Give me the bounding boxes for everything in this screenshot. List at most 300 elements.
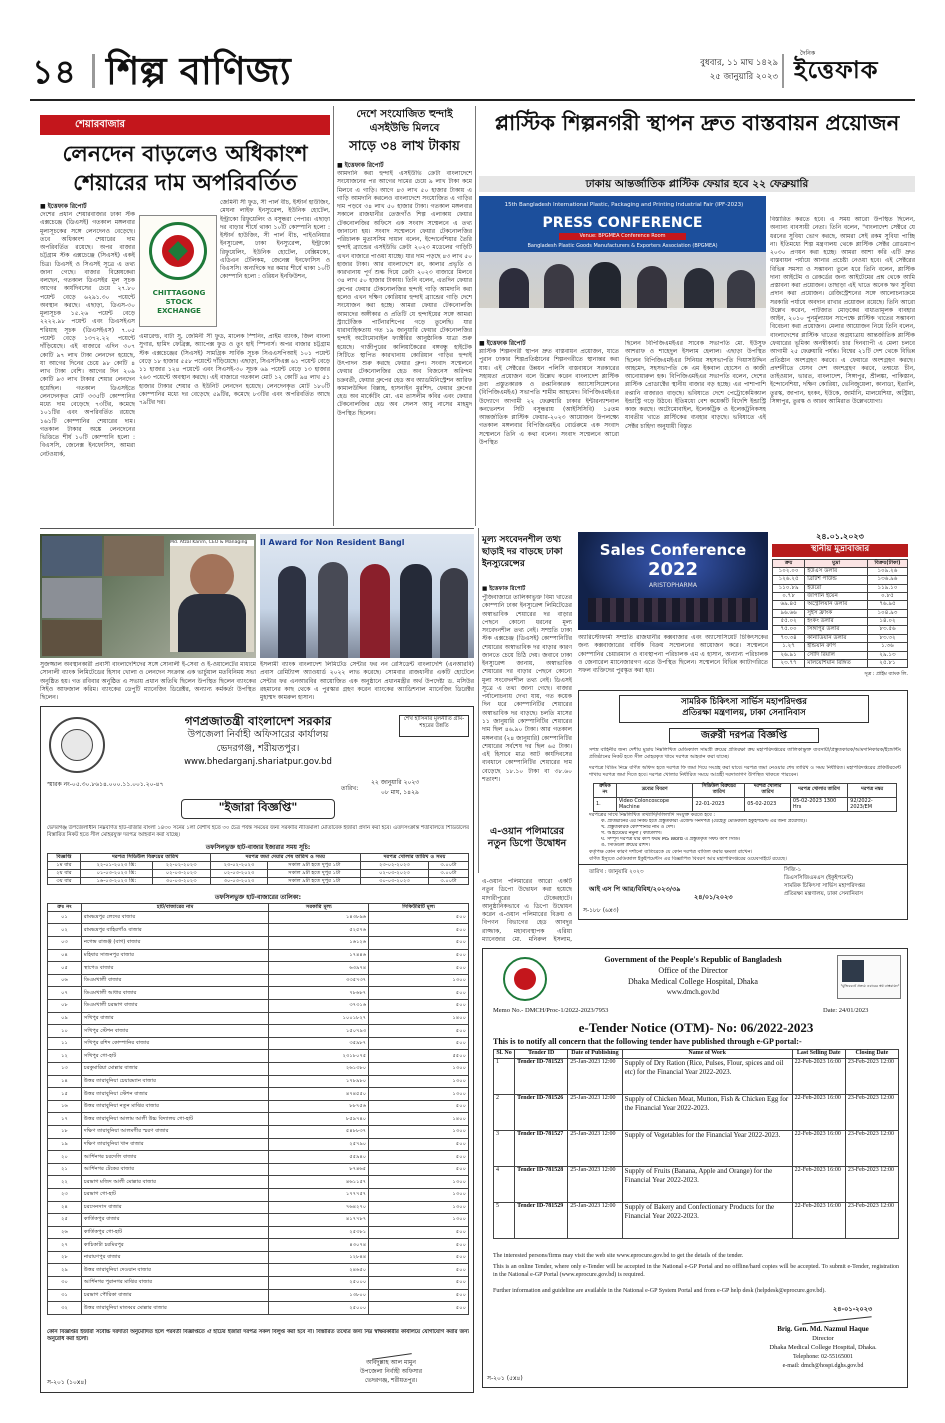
currency-row <box>773 592 908 600</box>
sonali-name-tag: Md. Afzal Karim, CEO & Managing <box>170 540 254 546</box>
ewan-body: এ-ওয়ান পলিমারের আরো একটি নতুন ডিপো উদ্বোধন করা হয়েছে মাদারীপুরের টেকেরহাটে। আনুষ্ঠানিকভাবে এ ডিপো উদ্বোধন করেন এ-ওয়ান পলিমারের বিক্রয় ও বিপণন বিভাগের হেড আবদুর রাজ্জাক, মহাব্যবস্থাপক এরিয়া ম্যানেজার মো. মনিরুল ইসলাম, <box>482 878 572 942</box>
table-cell: কার্তিকপুর বাজার <box>81 1214 269 1227</box>
table-row <box>48 1050 469 1063</box>
table-cell: ১৩০০ <box>369 1075 469 1088</box>
sales-title: Sales Conference <box>599 541 747 559</box>
table-cell: ৬৩৯৭৪ <box>269 962 369 975</box>
table-cell: ১১ <box>48 1037 82 1050</box>
plastic-subhead: ঢাকায় আন্তর্জাতিক প্লাস্টিক ফেয়ার হবে ২২ ফেব্রুয়ারি <box>585 178 809 190</box>
share-market-byline: ■ ইত্তেফাক রিপোর্ট <box>40 203 87 210</box>
table-cell: ০৭ <box>48 987 82 1000</box>
tender-cell: 23-Feb-2023 12:00 <box>845 1166 898 1202</box>
table-cell: ২৫০০০ <box>269 1302 369 1315</box>
currency-cell: ২৫.৮১ <box>867 659 907 667</box>
insurance-headline: মূল্য সংবেদনশীল তথ্য ছাড়াই দর বাড়ছে ঢাকা ইনস্যুরেন্সের <box>482 535 563 570</box>
table-cell: চরকুমারিয়া মোল্লার বাজার <box>81 1062 269 1075</box>
dmch-table <box>493 1049 899 1239</box>
medical-cell: Video Coloncoscope Machine <box>616 797 693 811</box>
currency-cell: ৮৩.৫৬ <box>867 626 907 634</box>
dmch-office: Office of the Director <box>658 966 728 975</box>
ijara-memo: স্মারক নং-০৫.৩০.৮৬১৪.০০০.১১.০০১.২০-৪৭ <box>47 781 164 788</box>
dmch-title: e-Tender Notice (OTM)- No: 06/2022-2023 <box>578 1020 814 1035</box>
tender-row <box>494 1058 899 1094</box>
plastic-article <box>479 108 915 528</box>
schedule-cell: ২য় বার <box>48 869 81 877</box>
table-row <box>48 1025 469 1038</box>
table-cell: ২৫৭৯০ <box>269 1138 369 1151</box>
table-cell: ২৮ <box>48 1251 82 1264</box>
currency-date: ২৪.০১.২০২৩ <box>816 532 864 541</box>
currency-cell: ১২৬.২৫ <box>773 576 805 584</box>
table-row <box>48 1176 469 1189</box>
tender-cell: Tender ID-781528 <box>515 1166 568 1202</box>
tender-cell: Supply of Fruits (Banana, Apple and Orange) for the Financial Year 2022-2023. <box>622 1166 792 1202</box>
currency-row <box>773 643 908 651</box>
ijara-signer-name: আবদুল্লাহ আল মামুন <box>366 1359 416 1366</box>
table-cell: আর্শিনগর টেকের বাজার <box>81 1163 269 1176</box>
ijara-list-title: তফসিলভুক্ত হাট-বাজারের তালিকা: <box>214 894 302 901</box>
table-cell: ৫২৫৭৬ <box>269 924 369 937</box>
ewan-headline: এ-ওয়ান পলিমারের নতুন ডিপো উদ্বোধন <box>487 826 567 850</box>
table-cell: ৫০০ <box>369 1138 469 1151</box>
schedule-cell: ১৬-০৩-২০২৩ খ্রি: <box>80 877 152 885</box>
plastic-banner-org: Bangladesh Plastic Goods Manufacturers & Exporters Association (BPGMEA) <box>527 243 718 249</box>
table-cell: সখিপুর রশিদ কোম্পানির বাজার <box>81 1037 269 1050</box>
medical-title: জরুরী দরপত্র বিজ্ঞপ্তি <box>669 728 819 743</box>
table-cell: ৩১ <box>48 1289 82 1302</box>
brand-logo: ইত্তেফাক <box>794 56 879 84</box>
table-cell: ১৭৮৯৮০ <box>269 1075 369 1088</box>
currency-cell: ০.৮৫ <box>867 592 907 600</box>
table-cell: ডিএমখালী বাজার <box>81 974 269 987</box>
tender-cell: 1 <box>494 1058 515 1094</box>
table-cell: ১৭ <box>48 1113 82 1126</box>
tender-cell: Tender ID-781527 <box>515 1130 568 1166</box>
dmch-note2: This is an online Tender, where only e-Tender will be accepted in the National e-GP Portal and no offline/hard copies will be accepted. To submit e-Tender, registration in the National e-GP Portal (www.eprocure.gov.bd) is required. <box>493 1264 899 1279</box>
table-row <box>48 1201 469 1214</box>
table-cell: ৩৩৫৭৩৭ <box>269 974 369 987</box>
medical-p5: বর্ণিত ইস্যুতে মেডিক্যাল ইকুইপমেন্টস এর বিজ্ঞাপিত বিবরণ আর মহাপরিদপ্তরের ওয়েবসাইটে রয়েছে। <box>589 856 787 862</box>
ijara-website: www.bhedarganj.shariatpur.gov.bd <box>184 757 332 767</box>
currency-cell: ইউরো <box>805 584 868 592</box>
table-row <box>48 1264 469 1277</box>
schedule-row <box>48 869 469 877</box>
currency-cell: ১৪.০২ <box>867 618 907 626</box>
plastic-banner-title: PRESS CONFERENCE <box>542 215 703 231</box>
table-row <box>48 1163 469 1176</box>
tender-row <box>494 1166 899 1202</box>
currency-row <box>773 609 908 617</box>
medical-cell: 05-02-2023 1300 Hrs <box>790 797 847 811</box>
table-cell: ০১ <box>48 911 82 924</box>
currency-col-name: মুদ্রা <box>805 560 868 568</box>
table-cell: ১৪০০ <box>369 1113 469 1126</box>
table-row <box>48 937 469 950</box>
currency-row <box>773 567 908 575</box>
table-row <box>48 1138 469 1151</box>
table-cell: ১০ <box>48 1025 82 1038</box>
table-cell: ৫০০ <box>369 1000 469 1013</box>
table-cell: ৪৩০৭৪ <box>269 1239 369 1252</box>
table-cell: ১৮ <box>48 1125 82 1138</box>
ijara-date-label: তারিখ: <box>341 785 359 792</box>
medical-header1: সামরিক চিকিৎসা সার্ভিস মহাপরিদপ্তর <box>681 697 807 707</box>
ijara-code: স-২০১ (১০x৪) <box>47 1379 87 1386</box>
list-h2: সরকারি মূল্য <box>269 904 369 912</box>
table-cell: ৮৫৯৭৪০ <box>269 1113 369 1126</box>
table-row <box>48 1125 469 1138</box>
date-english: ২৫ জানুয়ারি ২০২৩ <box>709 72 778 82</box>
table-cell: সখিপুর স্টেশন বাজার <box>81 1025 269 1038</box>
dmch-phone: Telephone: 02-55165001 <box>792 1354 854 1360</box>
tender-cell: Tender ID-781526 <box>515 1094 568 1130</box>
list-h1: হাট/বাজারের নাম <box>81 904 269 912</box>
share-market-tag-text: শেয়ারবাজার <box>74 119 126 130</box>
table-cell: ১৩৮০০ <box>269 1289 369 1302</box>
currency-cell: ৮৩.৩২ <box>867 634 907 642</box>
table-cell: ১৩০০ <box>369 1188 469 1201</box>
medical-table <box>593 783 897 812</box>
table-row <box>48 1251 469 1264</box>
page-header <box>30 44 915 98</box>
table-cell: ৫০০ <box>369 1251 469 1264</box>
currency-cell: ৭৩.৩৪ <box>773 634 805 642</box>
tender-cell: 25-Jan-2023 12:00 <box>568 1058 622 1094</box>
ijara-stamp: শেখ হাসিনার মূলনীতি গ্রাম-শহরের উন্নতি <box>399 715 469 737</box>
table-cell: ১৪৩৮৯৬ <box>269 911 369 924</box>
currency-cell: ৭৫.০০ <box>773 626 805 634</box>
medical-header-cell: দরপত্র খোলার তারিখ <box>790 784 847 798</box>
schedule-cell: ৩.০০টা <box>428 861 468 869</box>
currency-cell: ২৩.৭৭ <box>773 659 805 667</box>
table-cell: ৫০০ <box>369 1226 469 1239</box>
plastic-byline: ■ ইত্তেফাক রিপোর্ট <box>479 340 526 347</box>
medical-item: ঙ. সিডিউল ক্রয়ের রশিদ। <box>601 842 650 848</box>
plastic-col2: ছিলেন বিপিজিএমইএর সাবেক সভাপতি মো. ইউসুফ আশরাফ ও শাহেদুল ইসলাম হেলাল। এছাড়া উপস্থিত ছিলেন বিপিজিএমইএর সিনিয়র সহসভাপতি গিয়াসউদ্দিন আহমেদ, সহসভাপতি কে এম ইকবাল হোসেন ও কাজী আনোয়ারুল হক। বিপিজিএমইএর সভাপতি বলেন, দেশের প্লাস্টিক প্রোডাক্টের স্থানীয় বাজার বড় হচ্ছে। এর পাশাপাশি রপ্তানি বাজারও বাড়ছে। ভবিষ্যতে দেশে পেট্রোকেমিক্যাল ইন্ডাস্ট্রি গড়ে উঠবে। ইতিমধ্যে বেশ কয়েকটি বিদেশি ইন্ডাস্ট্রি কাজ করছে। অটোমোবাইল, ইলেকট্রিক ও ইলেকট্রনিকসহ যাবতীয় খাতে প্লাস্টিকের ব্যবহার বাড়ছে। ভবিষ্যতে এই সেক্টর চাহিদা অনুযায়ী বিস্তৃত <box>625 340 766 430</box>
table-cell: ৩২ <box>48 1302 82 1315</box>
ijara-intro: ভেদরগঞ্জ উপজেলাধীন নিম্নবর্ণিত হাট-বাজার বাংলা ১৪৩০ সনের ১লা বৈশাখ হতে ৩০ চৈত্র পর্যন্ত সময়ের জন্য সরকারি নীতিমালা মোতাবেক ইজারা প্রদান করা হবে। এতদসংক্রান্ত শর্তাবলিতে শিডিউলের বিস্তারিত নিকট হতে সীল মোহরযুক্ত দরপত্র আহবান করা যাচ্ছে। <box>47 825 469 839</box>
table-cell: কাচিকাটা চরমিরপুর <box>81 1239 269 1252</box>
medical-tender <box>578 690 908 865</box>
table-cell: ২০ <box>48 1151 82 1164</box>
table-cell: ১৩০০ <box>369 1214 469 1227</box>
table-row <box>48 911 469 924</box>
table-cell: ২৩১৮০৭৫ <box>269 1050 369 1063</box>
table-cell: ১০০১৮২৭ <box>269 1012 369 1025</box>
tender-cell: 22-Feb-2023 16:00 <box>792 1166 845 1202</box>
tender-cell: Tender ID-781523 <box>515 1058 568 1094</box>
table-row <box>48 1151 469 1164</box>
table-row <box>48 974 469 987</box>
table-cell: ১৩০০ <box>369 974 469 987</box>
award-banner-text: Il Award for Non Resident Bangl <box>260 538 405 547</box>
tender-cell: 23-Feb-2023 12:00 <box>845 1130 898 1166</box>
currency-cell: মালয়েশিয়ান রিঙ্গিত <box>805 659 868 667</box>
dmch-code: স-২০১ (৫x৪) <box>487 1375 523 1382</box>
schedule-cell: ২৩-০২-২০২৩ <box>361 861 429 869</box>
table-cell: ৫০০ <box>369 987 469 1000</box>
dmch-emblem-caption: "মুজিববর্ষে প্রত্যয় এবারের স্বপ্ন বাস্তবায়ন" <box>840 984 900 988</box>
currency-title: স্থানীয় মুদ্রাবাজার <box>772 544 908 557</box>
schedule-cell: সকাল ৯টা হতে দুপুর ১টা <box>268 861 361 869</box>
medical-sign1: সিজি-১ <box>784 867 802 873</box>
share-market-col2b: এমারেল্ড, বাটা সু, জেমিনী সী ফুড, মালেক স্পিনিং, প্রাইম ব্যাংক, জিল বাংলা সুগার, হামিদ ফেব্রিক্স, অ্যাপেক্স ফুড ও তুং হাই স্পিনার্স। অপর বাজার চট্টগ্রাম স্টক এক্সচেঞ্জের (সিএসই) সামগ্রিক সার্বিক সূচক সিএএসপিআই ১০১ পয়েন্ট বেড়ে ১৮ হাজার ৫৫৮ পয়েন্টে দাঁড়িয়েছে। এছাড়া, সিএসসিএক্স ৬১ পয়েন্ট বেড়ে ১১ হাজার ১২৪ পয়েন্টে এবং সিএসই-৩০ সূচক ৬৯ পয়েন্ট বেড়ে ১৩ হাজার ২৬৩ পয়েন্টে অবস্থান করছে। এই বাজারে গতকাল মোট ১২ কোটি ৯৪ লাখ ৫১ হাজার টাকার শেয়ার ও ইউনিট লেনদেন হয়েছে। লেনদেনকৃত মোট ১৮০টি কোম্পানির মধ্যে দর বেড়েছে ৫৯টির, কমেছে ৮৩টির এবং অপরিবর্তিত আছে ৭৯টির দর। <box>139 333 330 407</box>
table-cell: ৫০০ <box>369 1163 469 1176</box>
dmch-intro: This is to notify all concern that the following tender have published through e-GP portal:- <box>493 1037 802 1046</box>
medical-p1: সশস্ত্র বাহিনীর জন্য দেশীয় মুদ্রায় নিম্নলিখিত মেডিক্যাল সামগ্রী ক্রয়ের প্রতিরক্ষা ক্রয় মহাপরিদপ্তরের তালিকাভুক্ত ব্যবসায়ী/প্রস্তুতকারক/আমদানিকারক/ইন্ডেন্টিং প্রতিষ্ঠানের নিকট হতে সীল মোহরকৃত খামে দরপত্র আহবান করা যাচ্ছে। <box>589 747 901 760</box>
medical-memo-date: ২৪/০১/২০২৩ <box>694 893 733 901</box>
table-row <box>48 1214 469 1227</box>
ijara-date2: ০৮ মাঘ, ১৪২৯ <box>381 789 419 796</box>
table-cell: রামভদ্রপুর লেদের বাজার <box>81 911 269 924</box>
table-cell: ২৪ <box>48 1201 82 1214</box>
table-cell: ২১ <box>48 1163 82 1176</box>
tender-cell: 25-Jan-2023 12:00 <box>568 1130 622 1166</box>
schedule-row <box>48 877 469 885</box>
table-cell: ৩৫৯৮৭ <box>269 1037 369 1050</box>
tender-cell: 22-Feb-2023 16:00 <box>792 1058 845 1094</box>
medical-header-cell: দরপত্র খোলার তারিখ <box>745 784 791 798</box>
table-row <box>48 1188 469 1201</box>
tender-cell: 4 <box>494 1166 515 1202</box>
currency-cell: ৯৬.৬৬ <box>773 609 805 617</box>
table-cell: ১৩০০ <box>369 1125 469 1138</box>
table-cell: ৫০০ <box>369 1289 469 1302</box>
tender-cell: 2 <box>494 1094 515 1130</box>
tender-row <box>494 1202 899 1238</box>
govt-emblem <box>49 717 105 773</box>
table-cell: ১৩ <box>48 1062 82 1075</box>
ijara-gov-title: গণপ্রজাতন্ত্রী বাংলাদেশ সরকার <box>184 714 332 728</box>
tender-cell: 23-Feb-2023 12:00 <box>845 1058 898 1094</box>
dmch-header-cell: Tender ID <box>515 1050 568 1059</box>
table-cell: ৫০০ <box>369 937 469 950</box>
currency-table <box>772 559 908 668</box>
dmch-mujib-box <box>837 955 901 999</box>
table-cell: ৫০০ <box>369 962 469 975</box>
dmch-tender <box>482 948 908 1388</box>
tender-cell: 22-Feb-2023 16:00 <box>792 1130 845 1166</box>
sched-h2: দরপত্র জমা দেয়ার শেষ তারিখ ও সময় <box>210 854 360 862</box>
currency-cell: ইন্ডিয়ান রুপি <box>805 643 868 651</box>
cse-logo <box>139 215 217 327</box>
table-cell: দক্ষিণ তারাবুনিয়া খান বাজার <box>81 1138 269 1151</box>
ijara-signer-title: উপজেলা নির্বাহী অফিসার <box>359 1368 423 1375</box>
schedule-cell: ২৩-০২-২০২৩ <box>210 861 268 869</box>
islami-caption: ইসলামী ব্যাংক বাংলাদেশ লিমিটেড সেন্টার ফর নন রেসিডেন্ট বাংলাদেশি (এনআরবি) প্রবাস রেমিট্যান্স অ্যাওয়ার্ড ২০২২ লাভ করেছে। সোমবার রাজধানীর একটি হোটেলে সেন্টার ফর এনআরবির আয়োজিত এক অনুষ্ঠানে প্রধানমন্ত্রীর অর্থ উপদেষ্টা ড. মসিউর রহমানের কাছ থেকে এ পুরস্কার গ্রহণ করেন ব্যাংকের অ্যাডিশনাল ম্যানেজিং ডিরেক্টর মুহাম্মদ কামরুল হাসান। <box>260 661 474 702</box>
hyundai-article <box>337 108 472 528</box>
hyundai-byline: ■ ইত্তেফাক রিপোর্ট <box>337 162 384 169</box>
medical-sign3: সামরিক চিকিৎসা সার্ভিস মহাপরিদপ্তর <box>784 883 865 889</box>
currency-row <box>773 626 908 634</box>
insurance-article <box>482 534 572 864</box>
table-cell: সখিপুর গো-হাট <box>81 1050 269 1063</box>
table-cell: ৭৮৬৮৭ <box>269 987 369 1000</box>
table-cell: ৫০০ <box>369 949 469 962</box>
page-number: ১৪ <box>32 52 77 91</box>
currency-row <box>773 651 908 659</box>
table-cell: উত্তর তারাবুনিয়া দেওয়ান বাজার <box>81 1264 269 1277</box>
currency-row <box>773 618 908 626</box>
table-cell: ২৭ <box>48 1239 82 1252</box>
schedule-cell: ০২-০৩-২০২৩ <box>361 869 429 877</box>
dmch-signer-org: Dhaka Medical College Hospital, Dhaka. <box>769 1344 877 1351</box>
table-cell: ৫০০ <box>369 1100 469 1113</box>
table-cell: নারায়ণপুর বাজার <box>81 1251 269 1264</box>
table-cell: ৪১৭৭৮৭ <box>269 1214 369 1227</box>
table-row <box>48 1277 469 1290</box>
medical-item: খ. প্রস্তুতকারক কোম্পানীর নাম ও দেশ। <box>601 824 675 830</box>
table-cell: ১২৮৪৪ <box>269 1251 369 1264</box>
dmch-sig-date: ২৪-০১-২০২৩ <box>833 1305 873 1313</box>
table-cell: দক্ষিণ তারাবুনিয়া আলমগীর স্মরণ বাজার <box>81 1125 269 1138</box>
currency-cell: ব্রিটিশ পাউন্ড <box>805 576 868 584</box>
ewan-article <box>482 826 572 946</box>
table-cell: ৮৭৪৬৫ <box>269 1163 369 1176</box>
table-cell: মহিষার সাজনপুর বাজার <box>81 949 269 962</box>
medical-item: ক. প্রতিষ্ঠানের এর নিকট হতে প্রস্তুতকারী এজেন্ট সনদপত্র (যেহেতু মেডিক্যাল ইকুইপমেন্ট এর জন্য প্রযোজ্য)। <box>601 819 807 824</box>
brand-small: দৈনিক <box>800 50 816 57</box>
plastic-banner-venue: Venue: BPGMEA Conference Room <box>559 233 686 240</box>
sonali-bank-photo <box>40 534 256 658</box>
tender-cell: 23-Feb-2023 12:00 <box>845 1094 898 1130</box>
share-market-col1: দেশের প্রধান শেয়ারবাজার ঢাকা স্টক এক্সচেঞ্জে (ডিএসই) গতকাল মঙ্গলবার মূল্যসূচকের সঙ্গে লেনদেনও বেড়েছে। তবে অধিকাংশ শেয়ারের দাম অপরিবর্তিত রয়েছে। অপর বাজার চট্টগ্রাম স্টক এক্সচেঞ্জে (সিএসই) একই চিত্র। ডিএসই ও সিএসই সূত্রে এ তথ্য জানা গেছে। বাজার বিশ্লেষকেরা বলছেন, গতকাল ডিএসইর মূল সূচক আগের কার্যদিবসের চেয়ে ২৭.৮০ পয়েন্ট বেড়ে ৬২৯১.৩০ পয়েন্টে অবস্থান করছে। এছাড়া, ডিএস-৩০ মূল্যসূচক ১৫.২৬ পয়েন্ট বেড়ে ২২২২.৯৮ পয়েন্ট এবং ডিএসইএস শরিয়াহ সূচক (ডিএসইএস) ৭.০৫ পয়েন্ট বেড়ে ১৩৭২.২২ পয়েন্টে দাঁড়িয়েছে। এই বাজারে এদিন ৩০৭ কোটি ৯৭ লাখ টাকা লেনদেন হয়েছে, যা আগের দিনের চেয়ে ৯৮ কোটি ৪ লাখ টাকা বেশি। আগের দিন ২০৯ কোটি ৯৩ লাখ টাকার শেয়ার লেনদেন হয়েছিল। গতকাল ডিএসইতে লেনদেনকৃত মোট ৩৩৫টি কোম্পানির মধ্যে দাম বেড়েছে ৭৩টির, কমেছে ১০১টির এবং অপরিবর্তিত রয়েছে ১৬১টি কোম্পানির শেয়ারের দাম। গতকাল টাকার অঙ্কে লেনদেনের ভিত্তিতে শীর্ষ ১০টি কোম্পানি হলো : বিএসসি, জেনেক্স ইনফোসিস, আমরা নেটওয়ার্ক, <box>40 211 135 458</box>
currency-row <box>773 601 908 609</box>
table-cell: ১৩০০ <box>369 1088 469 1101</box>
dmch-date: Date: 24/01/2023 <box>823 1007 869 1014</box>
table-cell: কার্তিকপুর গো-হাট <box>81 1226 269 1239</box>
share-market-tag <box>40 115 330 135</box>
medical-p3: দরপত্রের সাথে নিম্নলিখিত তথ্যাদি/দলিলাদি সংযুক্ত করতে হবে : <box>589 812 716 818</box>
dmch-memo: Memo No.- DMCH/Proc-1/2022-2023/7953 <box>493 1007 609 1014</box>
insurance-byline: ■ ইত্তেফাক রিপোর্ট <box>482 586 526 592</box>
table-cell: চরসেনসাস বাজার <box>81 1201 269 1214</box>
dmch-note3: Further information and guideline are available in the National e-GP System Portal and from e-GP help desk (helpdesk@eprocure.gov.bd). <box>493 1288 826 1294</box>
dmch-header-cell: Last Selling Date <box>792 1050 845 1059</box>
table-cell: উত্তর তারাবুনিয়া চেয়ারম্যান বাজার <box>81 1075 269 1088</box>
dmch-college: Dhaka Medical College Hospital, Dhaka <box>628 977 758 986</box>
table-cell: ৫০০ <box>369 1025 469 1038</box>
currency-cell: ১৩৬.৯৬ <box>867 576 907 584</box>
currency-cell: ১১৯.১০ <box>867 584 907 592</box>
medical-header2: প্রতিরক্ষা মন্ত্রণালয়, ঢাকা সেনানিবাস <box>682 708 806 719</box>
ijara-signer-place: ভেদরগঞ্জ, শরীয়তপুর। <box>364 1377 418 1384</box>
table-row <box>48 1226 469 1239</box>
table-cell: ১২ <box>48 1050 82 1063</box>
table-cell: ৩০ <box>48 1277 82 1290</box>
currency-row <box>773 634 908 642</box>
currency-col-buy: ক্রয় <box>773 560 805 568</box>
schedule-cell: ৩.০০টা <box>428 869 468 877</box>
section-title: শিল্প বাণিজ্য <box>106 49 291 93</box>
tender-cell: Supply of Chicken Meat, Mutton, Fish & Chicken Egg for the Financial Year 2022-2023. <box>622 1094 792 1130</box>
table-cell: ১৭৪৪৬ <box>269 949 369 962</box>
tender-cell: 25-Jan-2023 12:00 <box>568 1094 622 1130</box>
table-cell: চরভাগ পৌরিকা বাজার <box>81 1289 269 1302</box>
schedule-cell: ১ম বার <box>48 861 81 869</box>
currency-cell: সিঙ্গাপুর ডলার <box>805 626 868 634</box>
table-cell: ১৫০৭৯৩ <box>269 1025 369 1038</box>
currency-cell: ১.২৭ <box>773 643 805 651</box>
medical-cell: 22-01-2023 <box>693 797 745 811</box>
currency-source: সূত্র : প্রাইম ব্যাংক লি. <box>864 671 908 677</box>
sales-caption: অ্যারিস্টোফার্মা সম্প্রতি রাজধানীর কক্সবাজার এবং অ্যাসোসিয়েট চিকিৎসকের জন্য কক্সবাজারের বার্ষিক বিক্রয় সম্মেলনের আয়োজন করে। সম্মেলনে কোম্পানির চেয়ারম্যান ও ব্যবস্থাপনা পরিচালক এম এ হাসান, অন্যান্য পরিচালক ও জেনারেল ম্যানেজারগণ এতে উপস্থিত ছিলেন। সম্মেলনে বিভিন্ন ক্যাটাগরিতে সফল ব্যক্তিদের পুরস্কৃত করা হয়। <box>578 634 768 675</box>
currency-box <box>772 532 908 682</box>
table-cell: ২৫ <box>48 1214 82 1227</box>
table-cell: ৫০০ <box>369 1264 469 1277</box>
medical-cell: 05-02-2023 <box>745 797 791 811</box>
table-cell: ৫০০ <box>369 1037 469 1050</box>
currency-cell: ১০৯.২৬ <box>867 567 907 575</box>
list-h3: সিকিউরিটি মূল্য <box>369 904 469 912</box>
medical-code: স-১৮৮ (৬x৩) <box>583 907 619 914</box>
table-cell: চরভাগ গো-হাট <box>81 1188 269 1201</box>
table-row <box>48 1113 469 1126</box>
currency-row <box>773 659 908 667</box>
medical-item: ঘ. সম্পূর্ণ দরপত্র যার কপি ফরম MS Word এ প্রস্তুতকৃত সফট কপি সিডি। <box>601 836 741 842</box>
dmch-signer-title: Director <box>812 1335 834 1342</box>
table-cell: ৫৫৯৪০ <box>269 1151 369 1164</box>
insurance-body: পুঁজিবাজারে তালিকাভুক্ত বিমা খাতের কোম্পানি ঢাকা ইনস্যুরেন্স লিমিটেডের অস্বাভাবিক শেয়ারের দর বাড়ার পেছনে কোনো ধরনের মূল্য সংবেদনশীল তথ্য নেই। সম্প্রতি ঢাকা স্টক এক্সচেঞ্জ (ডিএসই) কোম্পানিটির শেয়ারের অস্বাভাবিক দর বাড়ার কারণ জানতে চেয়ে চিঠি দেয়। জবাবে ঢাকা ইনস্যুরেন্স জানায়, অস্বাভাবিক শেয়ারের দর বাড়ার পেছনে কোনো মূল্য সংবেদনশীল তথ্য নেই। ডিএসই সূত্রে এ তথ্য জানা গেছে। বাজার পর্যালোচনায় দেখা যায়, গত কয়েক দিন ধরে কোম্পানিটির শেয়ারের অস্বাভাবিক দর বাড়ছে। চলতি মাসের ১১ জানুয়ারি কোম্পানিটির শেয়ারের দাম ছিল ৪৬.৯০ টাকা। আর গতকাল মঙ্গলবার (২৪ জানুয়ারি) কোম্পানিটির শেয়ারের সর্বশেষ দর ছিল ৬৫ টাকা। এই হিসাবে মাত্র আট কার্যদিবসের ব্যবধানে কোম্পানিটির শেয়ারের দাম বেড়েছে ১৮.১০ টাকা বা ৩৮.৬০ শতাংশ। <box>482 594 572 783</box>
table-cell: নগেন্দ্র রাজঞ্জ (বাগ) বাজার <box>81 937 269 950</box>
table-cell: ১৫ <box>48 1088 82 1101</box>
share-market-article <box>40 115 330 525</box>
table-row <box>48 1062 469 1075</box>
ijara-date1: ২২ জানুয়ারি ২০২৩ <box>371 779 420 786</box>
medical-cell: 1. <box>594 797 617 811</box>
table-cell: ১৯ <box>48 1138 82 1151</box>
currency-row <box>773 584 908 592</box>
table-row <box>48 987 469 1000</box>
table-cell: ০৬ <box>48 974 82 987</box>
schedule-cell: ০১-০৩-২০২৩ খ্রি: <box>80 869 152 877</box>
header-rule <box>30 99 915 101</box>
currency-cell: সুইস ফ্রাংক <box>805 609 868 617</box>
medical-header-cell: ক্রমিক নং <box>594 784 617 798</box>
medical-p4: কর্তৃপক্ষ কোন কারণ দর্শানো ব্যতিরেকে যে কোন দরপত্র বাতিল করার ক্ষমতা রাখেন। <box>589 849 753 855</box>
table-row <box>48 1239 469 1252</box>
medical-header-cell: সিডিউল বিক্রয়ের তারিখ <box>693 784 745 798</box>
table-cell: ৪৬১১৫৭ <box>269 1176 369 1189</box>
currency-cell: ১১০.৮৯ <box>773 584 805 592</box>
table-row <box>48 949 469 962</box>
table-cell: রামভদ্রপুর বাহিরগাঁও বাজার <box>81 924 269 937</box>
schedule-cell: ২২-০১-২০২৩ খ্রি: <box>80 861 152 869</box>
tender-cell: Tender ID-781529 <box>515 1202 568 1238</box>
dmch-header-cell: Sl. No <box>494 1050 515 1059</box>
table-cell: চরভাগ মজিদ আলী মোল্লার বাজার <box>81 1176 269 1189</box>
table-cell: ৫৫০০ <box>369 1050 469 1063</box>
hyundai-kicker: দেশে সংযোজিত হুন্দাই এসইউভি মিলবে <box>356 108 453 134</box>
currency-cell: ১০২.০০ <box>773 567 805 575</box>
table-cell: সখিপুর বাজার <box>81 1012 269 1025</box>
currency-cell: অস্ট্রেলিয়ান ডলার <box>805 601 868 609</box>
medical-memo: আই এস পি আর/বিবিধ/২০২৩/৩৯ <box>589 885 681 893</box>
sales-year: 2022 <box>647 559 699 580</box>
table-row <box>48 1100 469 1113</box>
tender-cell: 5 <box>494 1202 515 1238</box>
table-cell: ০৯ <box>48 1012 82 1025</box>
schedule-row <box>48 861 469 869</box>
dmch-email: e-mail: dmch@hospi.dghs.gov.bd <box>782 1363 864 1369</box>
schedule-cell: সকাল ৯টা হতে দুপুর ১টা <box>268 869 361 877</box>
table-cell: ৫০০ <box>369 1302 469 1315</box>
tender-cell: 25-Jan-2023 12:00 <box>568 1166 622 1202</box>
medical-sign2: ডিএসসিজিএমএস (ইকুইপমেন্ট) <box>784 875 854 881</box>
table-row <box>48 1075 469 1088</box>
table-cell: ০৪ <box>48 949 82 962</box>
table-cell: ৫০০ <box>369 1239 469 1252</box>
